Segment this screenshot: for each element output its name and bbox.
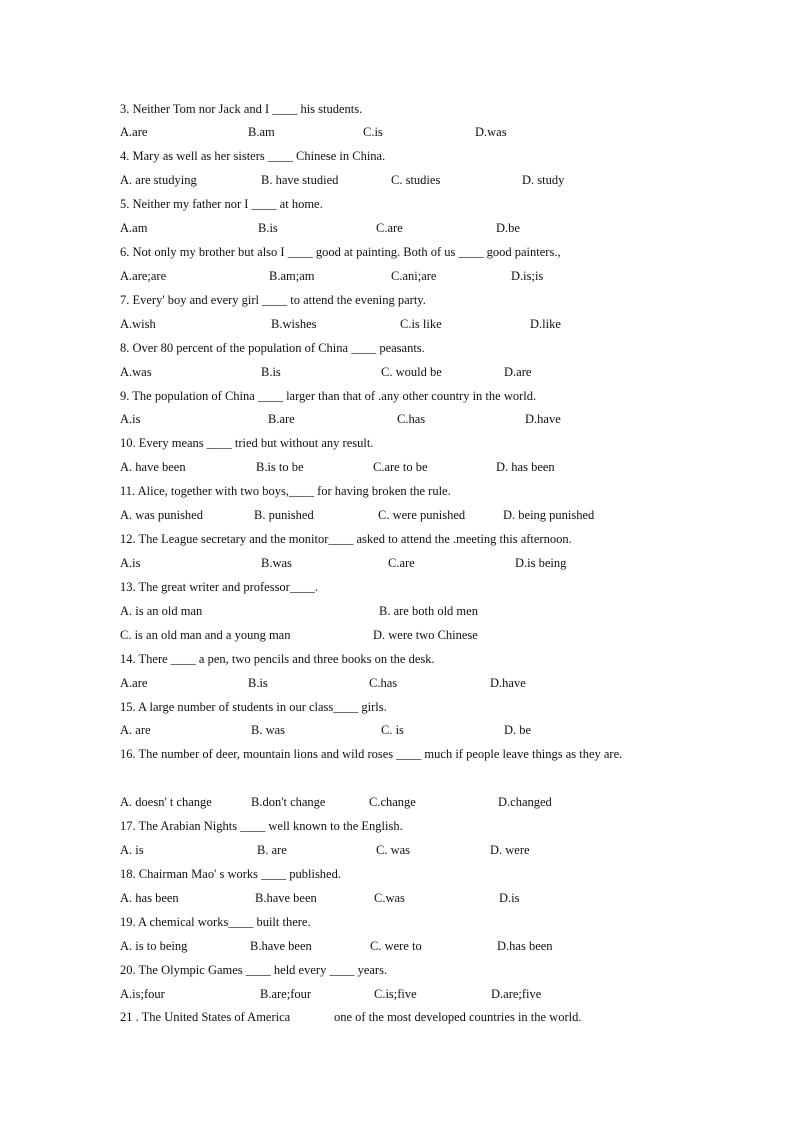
option-c: C.ani;are	[391, 269, 437, 283]
question-3: 3. Neither Tom nor Jack and I ____ his students.	[120, 102, 363, 116]
option-a: A. is an old man	[120, 604, 203, 618]
option-b: B.is	[248, 676, 268, 690]
question-16: 16. The number of deer, mountain lions and wild roses ____ much if people leave things as they are.	[120, 747, 623, 761]
option-a: A.is	[120, 556, 141, 570]
options-10	[120, 459, 680, 475]
option-d: D.have	[490, 676, 526, 690]
option-a: A. is to being	[120, 939, 188, 953]
option-d: D.is;is	[511, 269, 544, 283]
option-d: D.is	[499, 891, 520, 905]
option-a: A. have been	[120, 460, 186, 474]
option-b: B. was	[251, 723, 286, 737]
option-d: D. were	[490, 843, 530, 857]
option-c: C. were to	[370, 939, 422, 953]
option-c: C.are	[388, 556, 415, 570]
options-13-row2	[120, 627, 680, 643]
option-b: B.is to be	[256, 460, 304, 474]
question-10: 10. Every means ____ tried but without any result.	[120, 436, 374, 450]
option-d: D.changed	[498, 795, 552, 809]
option-b: B.wishes	[271, 317, 317, 331]
option-d: D.be	[496, 221, 520, 235]
option-c: C.is like	[400, 317, 442, 331]
option-d: D. be	[504, 723, 532, 737]
option-b: B. are	[257, 843, 287, 857]
question-14: 14. There ____ a pen, two pencils and three books on the desk.	[120, 652, 435, 666]
options-20	[120, 986, 680, 1002]
question-8: 8. Over 80 percent of the population of China ____ peasants.	[120, 341, 425, 355]
option-b: B.are	[268, 412, 295, 426]
option-d: D.has been	[497, 939, 553, 953]
option-a: A.are	[120, 125, 148, 139]
options-18	[120, 890, 680, 906]
option-c: C.is;five	[374, 987, 417, 1001]
question-19: 19. A chemical works____ built there.	[120, 915, 311, 929]
question-7: 7. Every' boy and every girl ____ to attend the evening party.	[120, 293, 426, 307]
option-c: C.was	[374, 891, 405, 905]
options-8	[120, 364, 680, 380]
option-c: C.is	[363, 125, 383, 139]
question-5: 5. Neither my father nor I ____ at home.	[120, 197, 323, 211]
option-a: A. was punished	[120, 508, 203, 522]
option-d: D. study	[522, 173, 565, 187]
option-a: A. are	[120, 723, 151, 737]
option-c: C. is an old man and a young man	[120, 628, 291, 642]
question-21: 21 . The United States of America one of the most developed countries in the world.	[120, 1010, 582, 1024]
options-14	[120, 675, 680, 691]
question-12: 12. The League secretary and the monitor____ asked to attend the .meeting this afternoon.	[120, 532, 572, 546]
option-c: C.change	[369, 795, 416, 809]
option-c: C.are	[376, 221, 403, 235]
options-3	[120, 124, 680, 140]
options-17	[120, 842, 680, 858]
options-16	[120, 794, 680, 810]
option-b: B. punished	[254, 508, 314, 522]
option-d: D.are;five	[491, 987, 542, 1001]
option-c: C.are to be	[373, 460, 428, 474]
option-d: D.is being	[515, 556, 567, 570]
option-d: D.are	[504, 365, 532, 379]
option-b: B.am;am	[269, 269, 315, 283]
option-b: B.is	[258, 221, 278, 235]
options-9	[120, 411, 680, 427]
option-b: B.have been	[250, 939, 312, 953]
options-4	[120, 172, 680, 188]
options-6	[120, 268, 680, 284]
option-a: A.am	[120, 221, 148, 235]
option-b: B. have studied	[261, 173, 339, 187]
options-13-row1	[120, 603, 680, 619]
option-d: D. being punished	[503, 508, 595, 522]
question-4: 4. Mary as well as her sisters ____ Chinese in China.	[120, 149, 386, 163]
question-15: 15. A large number of students in our class____ girls.	[120, 700, 387, 714]
option-a: A. are studying	[120, 173, 197, 187]
option-b: B.am	[248, 125, 275, 139]
question-11: 11. Alice, together with two boys,____ for having broken the rule.	[120, 484, 451, 498]
options-12	[120, 555, 680, 571]
option-b: B.don't change	[251, 795, 326, 809]
option-b: B.is	[261, 365, 281, 379]
question-18: 18. Chairman Mao' s works ____ published.	[120, 867, 341, 881]
options-5	[120, 220, 680, 236]
option-b: B.are;four	[260, 987, 312, 1001]
option-c: C. was	[376, 843, 411, 857]
option-a: A.was	[120, 365, 152, 379]
option-a: A.are	[120, 676, 148, 690]
options-15	[120, 722, 680, 738]
option-d: D.like	[530, 317, 561, 331]
question-20: 20. The Olympic Games ____ held every ____ years.	[120, 963, 388, 977]
options-7	[120, 316, 680, 332]
option-d: D.was	[475, 125, 507, 139]
option-a: A. is	[120, 843, 144, 857]
question-9: 9. The population of China ____ larger than that of .any other country in the world.	[120, 389, 537, 403]
question-17: 17. The Arabian Nights ____ well known to the English.	[120, 819, 403, 833]
option-b: B.was	[261, 556, 292, 570]
option-c: C. is	[381, 723, 404, 737]
option-c: C. studies	[391, 173, 441, 187]
option-c: C. were punished	[378, 508, 466, 522]
option-c: C.has	[397, 412, 426, 426]
option-b: B. are both old men	[379, 604, 478, 618]
question-6: 6. Not only my brother but also I ____ good at painting. Both of us ____ good painters.,	[120, 245, 561, 259]
option-c: C.has	[369, 676, 398, 690]
options-19	[120, 938, 680, 954]
option-a: A.wish	[120, 317, 156, 331]
option-a: A. has been	[120, 891, 179, 905]
option-a: A. doesn' t change	[120, 795, 212, 809]
question-13: 13. The great writer and professor____.	[120, 580, 318, 594]
option-a: A.are;are	[120, 269, 167, 283]
option-d: D. has been	[496, 460, 555, 474]
option-c: C. would be	[381, 365, 442, 379]
option-d: D.have	[525, 412, 561, 426]
option-a: A.is	[120, 412, 141, 426]
options-11	[120, 507, 680, 523]
option-d: D. were two Chinese	[373, 628, 478, 642]
option-a: A.is;four	[120, 987, 165, 1001]
option-b: B.have been	[255, 891, 317, 905]
